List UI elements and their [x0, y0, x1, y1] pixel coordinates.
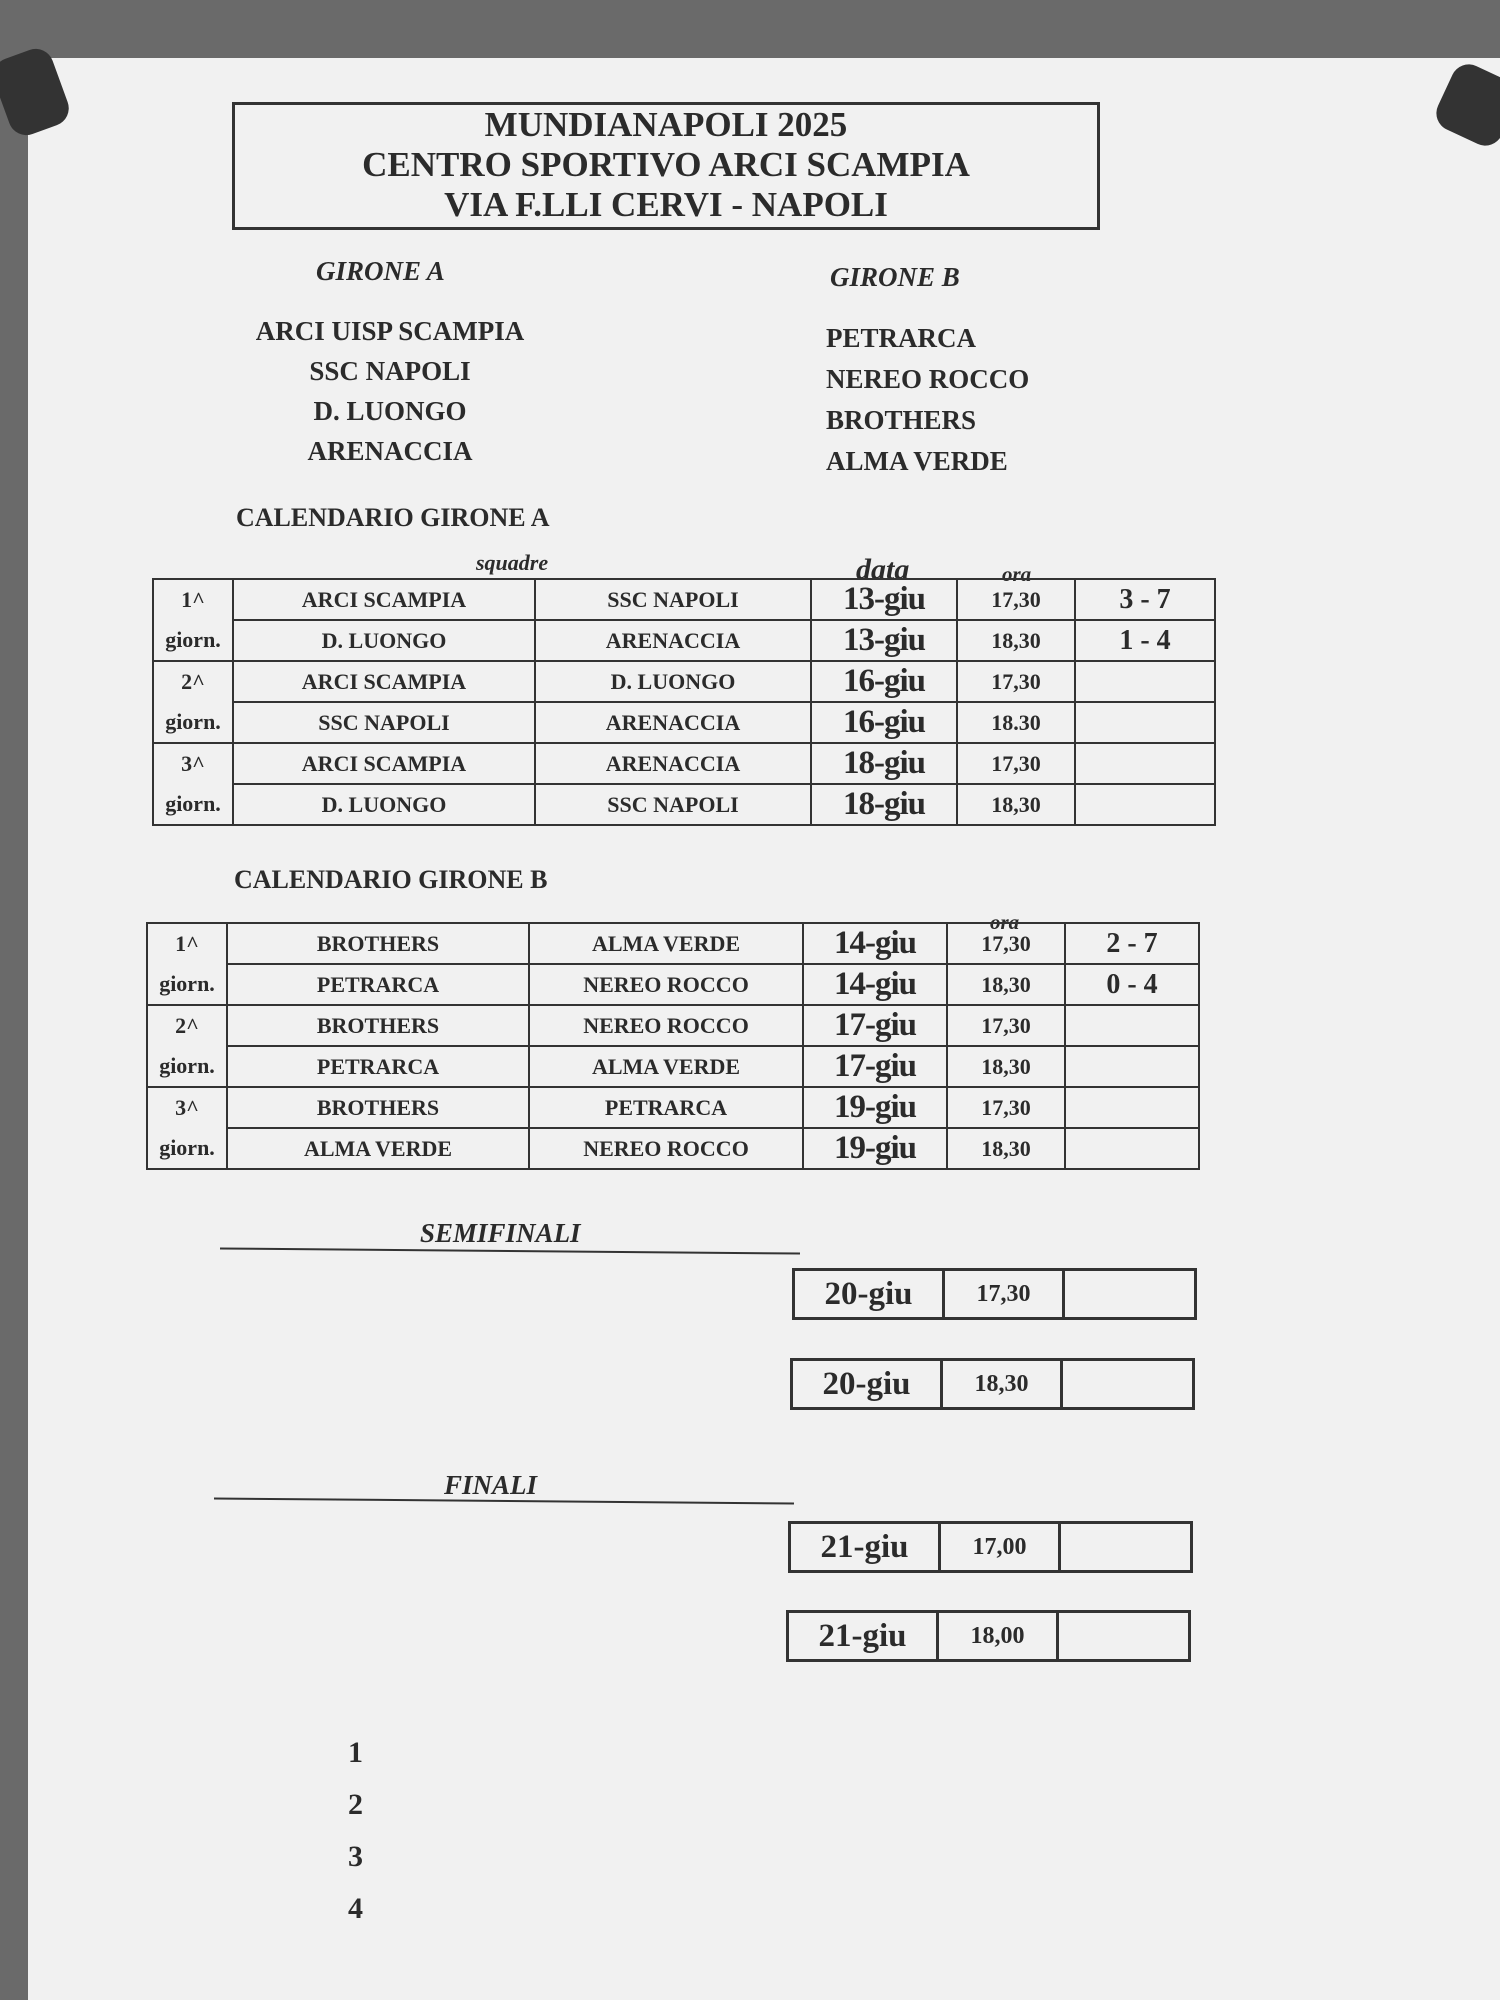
home-team: PETRARCA [227, 1046, 529, 1087]
away-team: ALMA VERDE [529, 1046, 803, 1087]
table-row [147, 1128, 1199, 1169]
home-team: ARCI SCAMPIA [233, 579, 535, 620]
table-row [147, 964, 1199, 1005]
semifinal-date: 20-giu [794, 1270, 944, 1319]
final-time: 18,00 [938, 1612, 1058, 1661]
final-date: 21-giu [790, 1523, 940, 1572]
match-result [1075, 784, 1215, 825]
match-result: 0 - 4 [1065, 964, 1199, 1005]
calendar-a-table [152, 578, 1216, 826]
data-header: data [856, 553, 910, 586]
final-date: 21-giu [788, 1612, 938, 1661]
home-team: ARCI SCAMPIA [233, 743, 535, 784]
away-team: SSC NAPOLI [535, 579, 811, 620]
home-team: SSC NAPOLI [233, 702, 535, 743]
match-date: 16-giu [811, 661, 957, 702]
title-box [232, 102, 1100, 230]
match-date: 18-giu [811, 743, 957, 784]
match-date: 17-giu [803, 1046, 947, 1087]
team-name: BROTHERS [826, 405, 977, 435]
away-team: NEREO ROCCO [529, 964, 803, 1005]
match-time: 18,30 [957, 620, 1075, 661]
round-label: 1^ [153, 579, 233, 620]
semifinal-time: 17,30 [944, 1270, 1064, 1319]
table-row [153, 620, 1215, 661]
ora-header: ora [1002, 562, 1032, 586]
semifinal-result [1064, 1270, 1196, 1319]
girone-a-heading: GIRONE A [316, 256, 445, 286]
table-row [153, 579, 1215, 620]
match-date: 16-giu [811, 702, 957, 743]
home-team: ALMA VERDE [227, 1128, 529, 1169]
match-date: 13-giu [811, 579, 957, 620]
round-label: 2^ [153, 661, 233, 702]
finali-heading: FINALI [444, 1470, 538, 1500]
match-time: 18,30 [957, 784, 1075, 825]
rank-number: 3 [348, 1840, 363, 1873]
final-result [1060, 1523, 1192, 1572]
match-date: 14-giu [803, 964, 947, 1005]
table-row [147, 1087, 1199, 1128]
rank-number: 2 [348, 1788, 363, 1821]
match-result [1065, 1087, 1199, 1128]
home-team: PETRARCA [227, 964, 529, 1005]
table-row [153, 661, 1215, 702]
away-team: PETRARCA [529, 1087, 803, 1128]
match-time: 17,30 [947, 923, 1065, 964]
match-result: 2 - 7 [1065, 923, 1199, 964]
title-line-2: CENTRO SPORTIVO ARCI SCAMPIA [362, 145, 970, 184]
calendar-b-table [146, 922, 1200, 1170]
round-label: 3^ [147, 1087, 227, 1128]
final-result [1058, 1612, 1190, 1661]
table-row [153, 743, 1215, 784]
match-date: 14-giu [803, 923, 947, 964]
away-team: ARENACCIA [535, 702, 811, 743]
match-result [1065, 1046, 1199, 1087]
semifinal-date: 20-giu [792, 1360, 942, 1409]
match-time: 17,30 [957, 661, 1075, 702]
team-name: NEREO ROCCO [826, 364, 1030, 394]
table-row [147, 923, 1199, 964]
round-label: 3^ [153, 743, 233, 784]
round-label-suffix: giorn. [153, 620, 233, 661]
match-result [1075, 743, 1215, 784]
home-team: BROTHERS [227, 1005, 529, 1046]
match-date: 19-giu [803, 1128, 947, 1169]
rank-number: 1 [348, 1736, 363, 1769]
round-label-suffix: giorn. [147, 1046, 227, 1087]
squadre-header: squadre [476, 550, 549, 575]
calendario-b-heading: CALENDARIO GIRONE B [234, 865, 548, 894]
away-team: SSC NAPOLI [535, 784, 811, 825]
semifinali-heading: SEMIFINALI [420, 1218, 581, 1248]
round-label: 1^ [147, 923, 227, 964]
away-team: ARENACCIA [535, 743, 811, 784]
match-time: 17,30 [957, 579, 1075, 620]
table-row [147, 1046, 1199, 1087]
match-time: 17,30 [947, 1005, 1065, 1046]
match-time: 17,30 [957, 743, 1075, 784]
semifinal-result [1062, 1360, 1194, 1409]
away-team: NEREO ROCCO [529, 1128, 803, 1169]
team-name: ARCI UISP SCAMPIA [255, 316, 525, 346]
team-name: D. LUONGO [313, 396, 467, 426]
semifinal-time: 18,30 [942, 1360, 1062, 1409]
team-name: PETRARCA [826, 323, 977, 353]
away-team: ALMA VERDE [529, 923, 803, 964]
calendario-a-heading: CALENDARIO GIRONE A [236, 503, 550, 532]
match-time: 18,30 [947, 964, 1065, 1005]
girone-a-teams [230, 316, 550, 476]
match-result [1075, 702, 1215, 743]
match-date: 19-giu [803, 1087, 947, 1128]
title-line-1: MUNDIANAPOLI 2025 [484, 105, 848, 144]
rank-number: 4 [348, 1892, 363, 1925]
title-line-3: VIA F.LLI CERVI - NAPOLI [444, 185, 888, 224]
home-team: ARCI SCAMPIA [233, 661, 535, 702]
round-label-suffix: giorn. [153, 784, 233, 825]
girone-b-teams [826, 323, 1029, 487]
match-time: 18.30 [957, 702, 1075, 743]
home-team: D. LUONGO [233, 620, 535, 661]
girone-b-heading: GIRONE B [830, 262, 960, 292]
home-team: BROTHERS [227, 923, 529, 964]
match-date: 18-giu [811, 784, 957, 825]
team-name: ARENACCIA [307, 436, 473, 466]
match-result [1065, 1128, 1199, 1169]
match-date: 13-giu [811, 620, 957, 661]
team-name: ALMA VERDE [826, 446, 1008, 476]
round-label: 2^ [147, 1005, 227, 1046]
table-row [147, 1005, 1199, 1046]
match-date: 17-giu [803, 1005, 947, 1046]
away-team: ARENACCIA [535, 620, 811, 661]
home-team: D. LUONGO [233, 784, 535, 825]
round-label-suffix: giorn. [153, 702, 233, 743]
table-row [153, 702, 1215, 743]
away-team: D. LUONGO [535, 661, 811, 702]
away-team: NEREO ROCCO [529, 1005, 803, 1046]
round-label-suffix: giorn. [147, 964, 227, 1005]
semifinal-2-box [790, 1358, 1195, 1410]
match-result [1065, 1005, 1199, 1046]
ora-header-b: ora [990, 910, 1020, 934]
home-team: BROTHERS [227, 1087, 529, 1128]
match-time: 17,30 [947, 1087, 1065, 1128]
match-result: 3 - 7 [1075, 579, 1215, 620]
team-name: SSC NAPOLI [309, 356, 471, 386]
final-1-box [788, 1521, 1193, 1573]
final-2-box [786, 1610, 1191, 1662]
round-label-suffix: giorn. [147, 1128, 227, 1169]
match-result [1075, 661, 1215, 702]
table-row [153, 784, 1215, 825]
match-time: 18,30 [947, 1128, 1065, 1169]
match-time: 18,30 [947, 1046, 1065, 1087]
final-time: 17,00 [940, 1523, 1060, 1572]
match-result: 1 - 4 [1075, 620, 1215, 661]
semifinal-1-box [792, 1268, 1197, 1320]
